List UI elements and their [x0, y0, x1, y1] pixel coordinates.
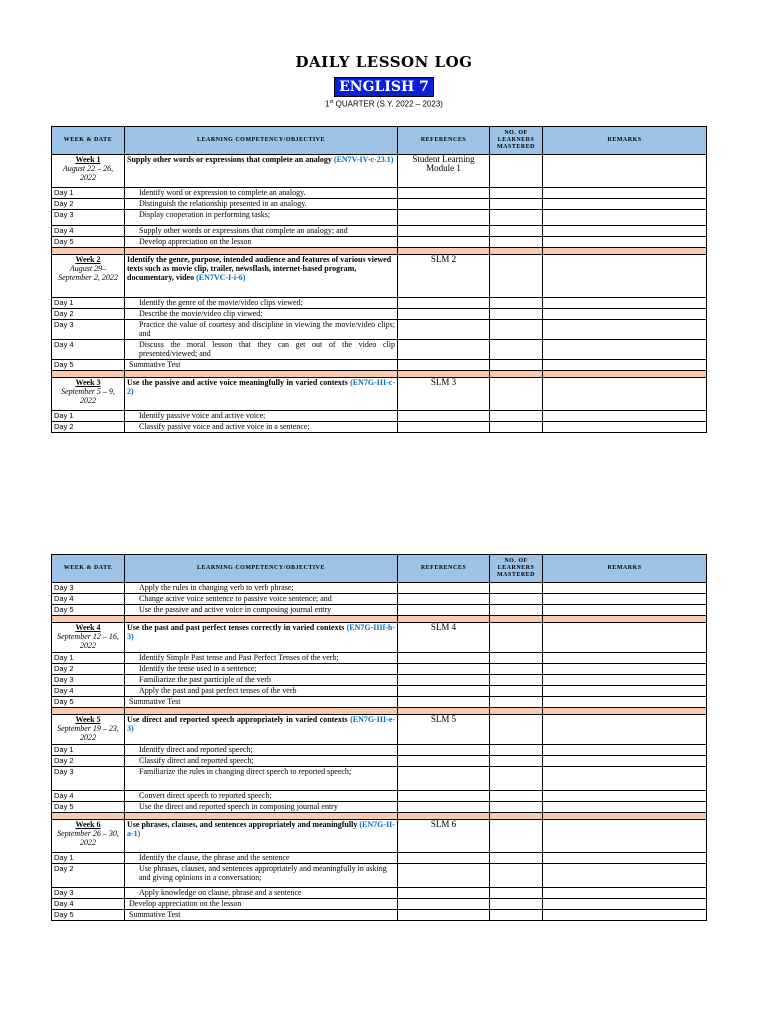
objective-cell — [125, 378, 398, 411]
day-activity: Identify direct and reported speech; — [125, 745, 398, 756]
day-label: Day 4 — [52, 226, 125, 237]
col-learners: NO. OF LEARNERS MASTERED — [490, 127, 543, 155]
day-activity: Identify word or expression to complete an analogy. — [125, 188, 398, 199]
day-label: Day 5 — [52, 605, 125, 616]
objective-text: Identify the genre, purpose, intended audience and features of various viewed texts such as movie clip, trailer, newsflash, internet-based program, documentary, video — [127, 255, 392, 282]
col-references: REFERENCES — [398, 555, 490, 583]
week-cell — [52, 820, 125, 853]
week-row — [52, 378, 707, 411]
week-date: August 29– September 2, 2022 — [58, 264, 118, 282]
day-label: Day 1 — [52, 411, 125, 422]
day-label: Day 2 — [52, 422, 125, 433]
day-label: Day 4 — [52, 686, 125, 697]
day-label: Day 1 — [52, 653, 125, 664]
col-week-date: WEEK & DATE — [52, 555, 125, 583]
day-activity: Apply the past and past perfect tenses of the verb — [125, 686, 398, 697]
week-separator — [52, 708, 707, 715]
week-label: Week 6 — [75, 820, 101, 829]
week-separator — [52, 248, 707, 255]
subject-wrap — [0, 78, 768, 96]
lesson-table-1 — [51, 126, 707, 433]
col-references: REFERENCES — [398, 127, 490, 155]
quarter-number: 1 — [325, 99, 330, 109]
day-label: Day 4 — [52, 340, 125, 360]
week-row — [52, 155, 707, 188]
day-row — [52, 583, 707, 594]
col-competency: LEARNING COMPETENCY/OBJECTIVE — [125, 127, 398, 155]
col-remarks: REMARKS — [543, 555, 707, 583]
competency-code: (EN7G-IIIf-h-3) — [127, 623, 396, 641]
week-separator — [52, 371, 707, 378]
day-row — [52, 910, 707, 921]
col-remarks: REMARKS — [543, 127, 707, 155]
week-row — [52, 255, 707, 298]
day-label: Day 4 — [52, 899, 125, 910]
day-label: Day 5 — [52, 802, 125, 813]
day-row — [52, 298, 707, 309]
day-row — [52, 188, 707, 199]
day-row — [52, 605, 707, 616]
day-label: Day 2 — [52, 309, 125, 320]
day-row — [52, 226, 707, 237]
week-label: Week 4 — [75, 623, 101, 632]
day-row — [52, 791, 707, 802]
day-label: Day 5 — [52, 237, 125, 248]
day-activity: Summative Test — [125, 360, 398, 371]
day-label: Day 1 — [52, 188, 125, 199]
week-cell — [52, 155, 125, 188]
day-activity: Familiarize the rules in changing direct speech to reported speech; — [125, 767, 398, 791]
learners-cell — [490, 155, 543, 188]
day-label: Day 5 — [52, 910, 125, 921]
week-row — [52, 715, 707, 745]
day-row — [52, 653, 707, 664]
day-activity: Classify direct and reported speech; — [125, 756, 398, 767]
lesson-table-2 — [51, 554, 707, 921]
quarter-text: QUARTER (S.Y. 2022 – 2023) — [333, 99, 443, 109]
day-activity: Identify passive voice and active voice; — [125, 411, 398, 422]
day-row — [52, 802, 707, 813]
day-label: Day 2 — [52, 664, 125, 675]
day-activity: Summative Test — [125, 910, 398, 921]
remarks-cell — [543, 820, 707, 853]
day-row — [52, 411, 707, 422]
day-label: Day 1 — [52, 853, 125, 864]
objective-text: Use the past and past perfect tenses correctly in varied contexts — [127, 623, 345, 632]
day-row — [52, 697, 707, 708]
col-competency: LEARNING COMPETENCY/OBJECTIVE — [125, 555, 398, 583]
day-row — [52, 767, 707, 791]
day-activity: Identify Simple Past tense and Past Perfect Tenses of the verb; — [125, 653, 398, 664]
day-row — [52, 340, 707, 360]
day-row — [52, 853, 707, 864]
day-label: Day 2 — [52, 199, 125, 210]
day-row — [52, 899, 707, 910]
week-date: September 12 – 16, 2022 — [57, 632, 119, 650]
week-label: Week 2 — [75, 255, 101, 264]
day-activity: Describe the movie/video clip viewed; — [125, 309, 398, 320]
objective-text: Use the passive and active voice meaningfully in varied contexts — [127, 378, 348, 387]
day-label: Day 3 — [52, 583, 125, 594]
objective-cell — [125, 820, 398, 853]
day-activity: Apply knowledge on clause, phrase and a sentence — [125, 888, 398, 899]
day-activity: Supply other words or expressions that complete an analogy; and — [125, 226, 398, 237]
week-date: September 26 – 30, 2022 — [57, 829, 119, 847]
week-cell — [52, 378, 125, 411]
day-activity: Develop appreciation on the lesson — [125, 899, 398, 910]
day-row — [52, 664, 707, 675]
remarks-cell — [543, 623, 707, 653]
week-separator — [52, 813, 707, 820]
reference-cell: SLM 6 — [398, 820, 490, 853]
day-activity: Identify the tense used in a sentence; — [125, 664, 398, 675]
day-activity: Develop appreciation on the lesson — [125, 237, 398, 248]
day-label: Day 3 — [52, 210, 125, 226]
day-activity: Distinguish the relationship presented in an analogy. — [125, 199, 398, 210]
objective-text: Use phrases, clauses, and sentences appropriately and meaningfully — [127, 820, 358, 829]
week-cell — [52, 255, 125, 298]
objective-text: Use direct and reported speech appropriately in varied contexts — [127, 715, 348, 724]
competency-code: (EN7G-II-a-1) — [127, 820, 395, 838]
week-cell — [52, 715, 125, 745]
day-activity: Change active voice sentence to passive voice sentence; and — [125, 594, 398, 605]
week-date: August 22 – 26, 2022 — [62, 164, 114, 182]
table-header-row — [52, 555, 707, 583]
week-date: September 5 – 9, 2022 — [61, 387, 115, 405]
day-activity: Summative Test — [125, 697, 398, 708]
table-header-row — [52, 127, 707, 155]
competency-code: (EN7G-III-c-2) — [127, 378, 395, 396]
day-label: Day 5 — [52, 697, 125, 708]
day-activity: Familiarize the past participle of the verb — [125, 675, 398, 686]
reference-cell: SLM 3 — [398, 378, 490, 411]
reference-cell: SLM 4 — [398, 623, 490, 653]
day-label: Day 3 — [52, 320, 125, 340]
day-row — [52, 237, 707, 248]
day-label: Day 2 — [52, 864, 125, 888]
reference-cell: SLM 2 — [398, 255, 490, 298]
day-label: Day 3 — [52, 675, 125, 686]
page-title: DAILY LESSON LOG — [295, 53, 473, 71]
objective-cell — [125, 715, 398, 745]
learners-cell — [490, 820, 543, 853]
day-activity: Classify passive voice and active voice in a sentence; — [125, 422, 398, 433]
quarter-line — [0, 99, 768, 109]
day-row — [52, 888, 707, 899]
day-activity: Use phrases, clauses, and sentences appropriately and meaningfully in asking and giving opinions in a conversation; — [125, 864, 398, 888]
day-row — [52, 309, 707, 320]
objective-cell — [125, 623, 398, 653]
day-label: Day 4 — [52, 594, 125, 605]
day-row — [52, 422, 707, 433]
week-cell — [52, 623, 125, 653]
week-separator — [52, 616, 707, 623]
learners-cell — [490, 378, 543, 411]
day-activity: Apply the rules in changing verb to verb phrase; — [125, 583, 398, 594]
learners-cell — [490, 623, 543, 653]
day-label: Day 1 — [52, 298, 125, 309]
subject-title: ENGLISH 7 — [335, 78, 433, 96]
day-activity: Identify the clause, the phrase and the sentence — [125, 853, 398, 864]
week-row — [52, 820, 707, 853]
day-row — [52, 210, 707, 226]
competency-code: (EN7G-III-e-3) — [127, 715, 396, 733]
day-activity: Discuss the moral lesson that they can get out of the video clip presented/viewed; and — [125, 340, 398, 360]
day-activity: Display cooperation in performing tasks; — [125, 210, 398, 226]
day-activity: Practice the value of courtesy and discipline in viewing the movie/video clips; and — [125, 320, 398, 340]
objective-text: Supply other words or expressions that complete an analogy — [127, 155, 332, 164]
day-label: Day 3 — [52, 767, 125, 791]
week-row — [52, 623, 707, 653]
col-week-date: WEEK & DATE — [52, 127, 125, 155]
learners-cell — [490, 715, 543, 745]
day-row — [52, 594, 707, 605]
day-label: Day 3 — [52, 888, 125, 899]
objective-cell — [125, 255, 398, 298]
week-label: Week 5 — [75, 715, 101, 724]
objective-cell — [125, 155, 398, 188]
day-row — [52, 320, 707, 340]
week-label: Week 1 — [75, 155, 101, 164]
week-date: September 19 – 23, 2022 — [57, 724, 119, 742]
day-activity: Identify the genre of the movie/video clips viewed; — [125, 298, 398, 309]
competency-code: (EN7V-IV-c-23.1) — [333, 155, 394, 164]
reference-cell: SLM 5 — [398, 715, 490, 745]
day-label: Day 1 — [52, 745, 125, 756]
remarks-cell — [543, 155, 707, 188]
day-row — [52, 199, 707, 210]
day-row — [52, 756, 707, 767]
day-row — [52, 360, 707, 371]
day-row — [52, 686, 707, 697]
quarter-suffix: st — [329, 99, 334, 105]
remarks-cell — [543, 378, 707, 411]
day-activity: Use the passive and active voice in composing journal entry — [125, 605, 398, 616]
day-row — [52, 745, 707, 756]
col-learners: NO. OF LEARNERS MASTERED — [490, 555, 543, 583]
day-label: Day 2 — [52, 756, 125, 767]
week-label: Week 3 — [75, 378, 101, 387]
competency-code: (EN7VC-I-i-6) — [196, 273, 246, 282]
remarks-cell — [543, 715, 707, 745]
remarks-cell — [543, 255, 707, 298]
day-label: Day 4 — [52, 791, 125, 802]
day-row — [52, 675, 707, 686]
day-activity: Use the direct and reported speech in composing journal entry — [125, 802, 398, 813]
day-row — [52, 864, 707, 888]
day-label: Day 5 — [52, 360, 125, 371]
day-activity: Convert direct speech to reported speech; — [125, 791, 398, 802]
learners-cell — [490, 255, 543, 298]
reference-cell: Student Learning Module 1 — [398, 155, 490, 188]
